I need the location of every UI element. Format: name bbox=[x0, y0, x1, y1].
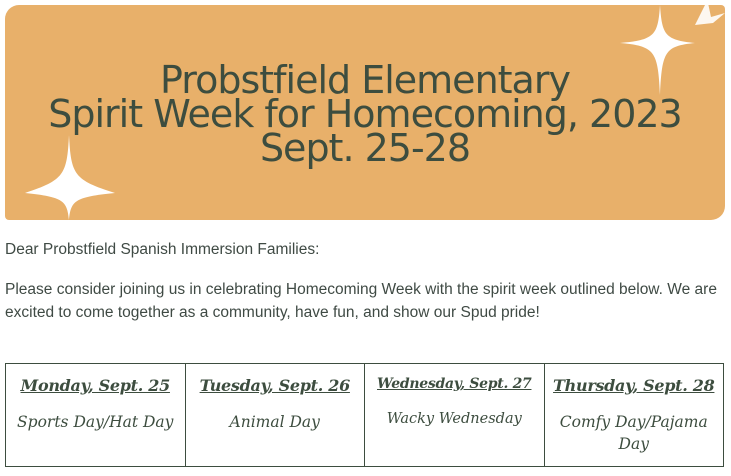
day-cell-thursday bbox=[545, 364, 724, 466]
day-cell-monday bbox=[6, 364, 186, 466]
greeting-text: Dear Probstfield Spanish Immersion Families: bbox=[5, 241, 320, 258]
day-name: Thursday, Sept. 28 bbox=[553, 376, 715, 395]
day-name: Wednesday, Sept. 27 bbox=[377, 376, 532, 392]
intro-section bbox=[5, 238, 720, 341]
event-dates: Sept. 25-28 bbox=[259, 126, 471, 170]
header-banner bbox=[5, 5, 725, 220]
school-name: Probstfield Elementary bbox=[160, 58, 570, 102]
banner-title bbox=[5, 58, 725, 170]
day-name: Monday, Sept. 25 bbox=[20, 376, 170, 395]
day-theme: Animal Day bbox=[229, 413, 320, 431]
day-theme: Sports Day/Hat Day bbox=[17, 413, 174, 431]
intro-paragraph: Please consider joining us in celebrating Homecoming Week with the spirit week outlined below. We are excited to come together as a community, have fun, and show our Spud pride! bbox=[5, 281, 717, 321]
day-cell-tuesday bbox=[186, 364, 366, 466]
day-theme: Wacky Wednesday bbox=[386, 411, 522, 427]
day-name: Tuesday, Sept. 26 bbox=[199, 376, 350, 395]
spirit-week-table bbox=[5, 363, 724, 467]
day-cell-wednesday bbox=[365, 364, 545, 466]
event-name: Spirit Week for Homecoming, 2023 bbox=[48, 92, 682, 136]
day-theme: Comfy Day/Pajama Day bbox=[559, 413, 708, 453]
